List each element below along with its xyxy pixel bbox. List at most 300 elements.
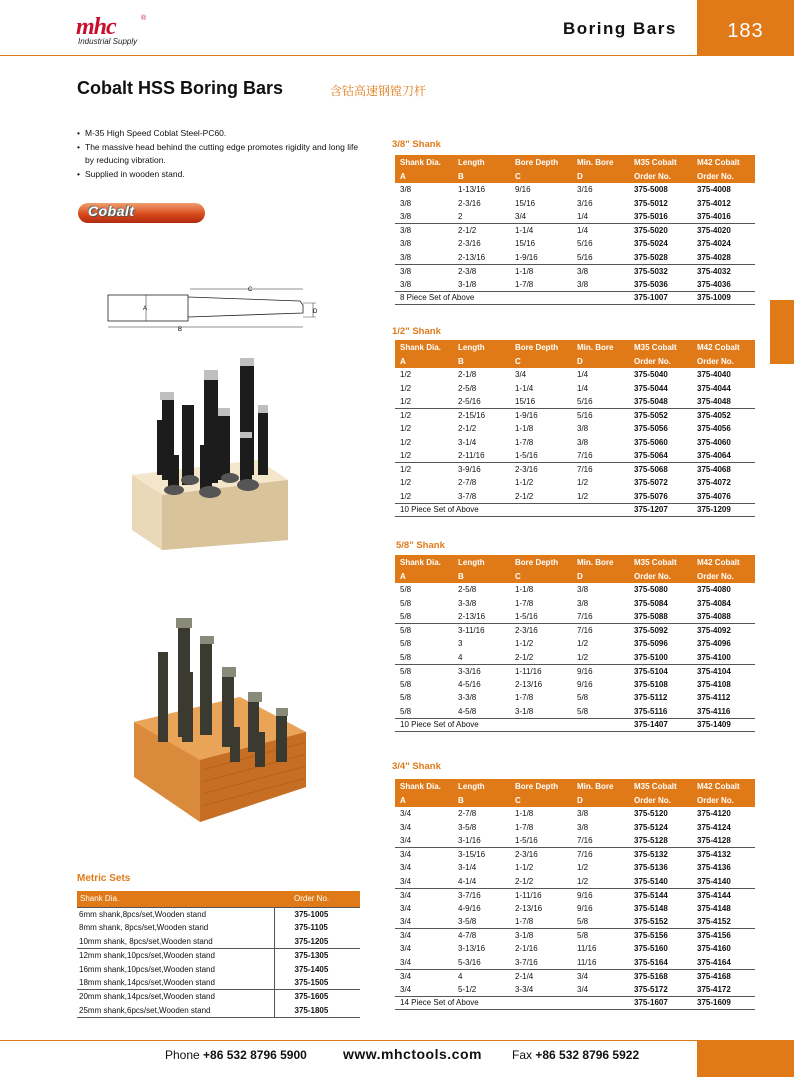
dimension-cell: 9/16 (577, 903, 593, 913)
table-row (395, 678, 755, 692)
dimension-cell: 15/16 (515, 397, 536, 406)
order-number-cell: 375-5124 (634, 822, 668, 832)
dimension-cell: 2-1/2 (515, 491, 534, 501)
order-number-cell: 375-5072 (634, 478, 668, 488)
order-number-cell: 375-4008 (697, 185, 731, 195)
section-title: Boring Bars (563, 19, 677, 38)
order-number-cell: 375-4124 (697, 822, 731, 832)
table-row (395, 983, 755, 997)
order-number-cell: 375-5068 (629, 463, 692, 477)
metric-order-number: 375-1105 (274, 921, 360, 935)
dimension-cell: 5/16 (577, 252, 593, 262)
dimension-cell: 3/4 (400, 984, 412, 994)
column-header: C (510, 169, 572, 183)
dimension-cell: 3/8 (577, 437, 589, 447)
metric-order-number: 375-1605 (274, 990, 360, 1004)
column-header: D (572, 569, 629, 583)
order-number-cell: 375-4096 (697, 639, 731, 649)
set-order-number: 375-1609 (692, 996, 755, 1010)
feature-item: • M-35 High Speed Coblat Steel-PC60. (77, 127, 367, 141)
dimension-cell: 3-3/8 (458, 693, 477, 703)
dimension-cell: 1-1/4 (510, 224, 572, 238)
order-number-cell: 375-4012 (697, 198, 731, 208)
table-row (395, 210, 755, 224)
metric-order-number: 375-1505 (274, 976, 360, 990)
diagram-label-c: C (248, 287, 253, 293)
dimension-cell: 2-3/16 (458, 198, 481, 208)
dimension-cell: 3/4 (515, 212, 527, 221)
order-number-cell: 375-4032 (692, 264, 755, 278)
order-number-cell: 375-5112 (634, 693, 668, 703)
column-header: B (453, 793, 510, 807)
dimension-cell: 3/4 (577, 984, 589, 994)
order-number-cell: 375-5028 (634, 252, 668, 262)
dimension-cell: 3-1/4 (458, 863, 477, 873)
order-number-cell: 375-5140 (634, 876, 668, 886)
table-row (395, 637, 755, 651)
order-number-cell: 375-5060 (634, 437, 668, 447)
metric-row (77, 1004, 360, 1018)
dimension-cell: 3-7/16 (453, 888, 510, 902)
order-number-cell: 375-5088 (634, 612, 668, 621)
dimension-cell: 2-13/16 (458, 252, 486, 262)
column-header: Shank Dia. (395, 155, 453, 169)
order-number-cell: 375-4076 (697, 491, 731, 501)
page-title-chinese: 含钴高速钢镗刀杆 (330, 84, 427, 98)
table-row (395, 651, 755, 665)
column-header: Bore Depth (510, 555, 572, 569)
set-order-number: 375-1007 (629, 291, 692, 305)
dimension-cell: 1-11/16 (510, 888, 572, 902)
table-row (395, 224, 755, 238)
dimension-cell: 3/8 (577, 598, 589, 608)
order-number-cell: 375-5108 (634, 679, 668, 689)
order-number-cell: 375-4148 (697, 903, 731, 913)
metric-description: 6mm shank,8pcs/set,Wooden stand (77, 907, 274, 921)
dimension-cell: 3/4 (400, 809, 412, 819)
metric-row (77, 976, 360, 990)
dimension-cell: 2-5/16 (458, 397, 481, 406)
shank-section-title: 1/2" Shank (392, 326, 441, 337)
order-number-cell: 375-4128 (697, 836, 731, 845)
dimension-cell: 11/16 (577, 957, 597, 967)
dimension-cell: 3/4 (395, 888, 453, 902)
column-header: Order No. (629, 793, 692, 807)
dimension-cell: 1-7/8 (515, 693, 534, 703)
order-number-cell: 375-5168 (629, 969, 692, 983)
dimension-cell: 5/8 (400, 706, 412, 716)
dimension-cell: 5-1/2 (458, 984, 477, 994)
table-header-row (395, 354, 755, 368)
dimension-cell: 1-5/16 (515, 451, 538, 460)
dimension-cell: 2-13/16 (515, 679, 543, 689)
table-row (395, 624, 755, 638)
order-number-cell: 375-4160 (697, 944, 731, 954)
dimension-cell: 1-1/8 (510, 264, 572, 278)
dimension-cell: 1/2 (577, 639, 589, 649)
dimension-cell: 1-5/16 (515, 836, 538, 845)
dimension-cell: 9/16 (572, 888, 629, 902)
dimension-cell: 4 (453, 969, 510, 983)
order-number-cell: 375-4080 (697, 585, 731, 595)
order-number-cell: 375-5032 (629, 264, 692, 278)
metric-row (77, 907, 360, 921)
metric-order-number: 375-1805 (274, 1004, 360, 1018)
table-row (395, 264, 755, 278)
order-number-cell: 375-4016 (697, 212, 731, 221)
order-number-cell: 375-4100 (697, 652, 731, 662)
dimension-cell: 2-1/16 (515, 944, 538, 954)
dimension-cell: 1-1/4 (515, 383, 534, 393)
set-order-number: 375-1607 (629, 996, 692, 1010)
dimension-cell: 4 (458, 652, 463, 662)
metric-description: 10mm shank, 8pcs/set,Wooden stand (79, 936, 213, 946)
order-number-cell: 375-5100 (634, 652, 668, 662)
set-order-number: 375-1009 (692, 291, 755, 305)
footer-accent-block (697, 1040, 794, 1077)
dimension-cell: 3-3/8 (458, 598, 477, 608)
table-row (395, 409, 755, 423)
dimension-cell: 5/8 (400, 639, 412, 649)
dimension-cell: 2-1/2 (515, 876, 534, 886)
dimension-cell: 1/2 (400, 397, 412, 406)
dimension-cell: 9/16 (515, 185, 531, 195)
dimension-cell: 1/4 (577, 370, 589, 380)
set-label: 10 Piece Set of Above (395, 718, 629, 732)
dimension-cell: 1/2 (400, 383, 412, 393)
table-header-row (395, 793, 755, 807)
order-number-cell: 375-5104 (629, 664, 692, 678)
table-row (395, 664, 755, 678)
dimension-cell: 2-3/16 (510, 624, 572, 638)
dimension-cell: 3-5/8 (458, 822, 477, 832)
table-row (395, 197, 755, 211)
footer-website[interactable]: www.mhctools.com (343, 1046, 482, 1062)
set-label: 8 Piece Set of Above (395, 291, 629, 305)
dimension-cell: 3/4 (515, 370, 527, 380)
dimension-cell: 5/8 (400, 585, 412, 595)
dimension-cell: 3/4 (395, 969, 453, 983)
order-number-cell: 375-4036 (697, 279, 731, 289)
set-row (395, 718, 755, 732)
dimension-cell: 2-3/16 (510, 848, 572, 862)
order-number-cell: 375-4088 (697, 612, 731, 621)
order-number-cell: 375-4144 (692, 888, 755, 902)
dimension-cell: 1/2 (400, 424, 412, 434)
order-number-cell: 375-4156 (692, 929, 755, 943)
order-number-cell: 375-4052 (692, 409, 755, 423)
dimension-cell: 1-1/8 (515, 585, 534, 595)
dimension-cell: 1-1/2 (515, 478, 534, 488)
shank-spec-table (395, 155, 755, 305)
set-order-number: 375-1207 (629, 503, 692, 517)
column-header: Bore Depth (510, 340, 572, 354)
page-number: 183 (697, 0, 794, 56)
column-header: Order No. (692, 354, 755, 368)
order-number-cell: 375-4024 (697, 239, 731, 249)
column-header: M42 Cobalt (692, 779, 755, 793)
dimension-cell: 1/2 (577, 491, 589, 501)
set-row (395, 291, 755, 305)
table-row (395, 821, 755, 835)
set-order-number: 375-1407 (629, 718, 692, 732)
order-number-cell: 375-4108 (697, 679, 731, 689)
order-number-cell: 375-4060 (697, 437, 731, 447)
dimension-cell: 1-7/8 (515, 437, 534, 447)
dimension-cell: 5/8 (572, 929, 629, 943)
column-header: Bore Depth (510, 155, 572, 169)
column-header: B (453, 169, 510, 183)
order-number-cell: 375-4064 (697, 451, 731, 460)
metric-description: 18mm shank,14pcs/set,Wooden stand (79, 978, 215, 988)
boring-bar-set-photo-2 (130, 612, 310, 822)
diagram-label-d: D (313, 309, 318, 315)
metric-order-number: 375-1205 (274, 935, 360, 949)
feature-list (77, 127, 367, 181)
dimension-cell: 2-11/16 (458, 451, 485, 460)
dimension-cell: 3-13/16 (458, 944, 486, 954)
table-row (395, 382, 755, 396)
dimension-cell: 3/8 (395, 264, 453, 278)
shank-section-title: 3/8" Shank (392, 139, 441, 150)
dimension-cell: 3/4 (395, 848, 453, 862)
dimension-cell: 3-1/8 (515, 706, 534, 716)
dimension-cell: 15/16 (515, 239, 536, 249)
shank-spec-table (395, 779, 755, 1010)
column-header: A (395, 793, 453, 807)
dimension-cell: 1/2 (577, 876, 589, 886)
fax-label: Fax (512, 1048, 533, 1062)
dimension-cell: 1/4 (577, 383, 589, 393)
table-row (395, 969, 755, 983)
dimension-cell: 4-9/16 (458, 903, 481, 913)
order-number-cell: 375-4152 (697, 917, 731, 926)
order-number-cell: 375-4056 (697, 424, 731, 434)
dimension-cell: 2 (458, 212, 463, 221)
dimension-cell: 1-7/8 (515, 598, 534, 608)
dimension-cell: 3/4 (400, 876, 412, 886)
metric-description: 20mm shank,14pcs/set,Wooden stand (77, 990, 274, 1004)
column-header: A (395, 169, 453, 183)
column-header: Order No. (629, 169, 692, 183)
order-number-cell: 375-5156 (629, 929, 692, 943)
metric-sets-title: Metric Sets (77, 873, 131, 884)
column-header: Order No. (629, 569, 692, 583)
dimension-cell: 1-1/2 (515, 639, 534, 649)
metric-row (77, 990, 360, 1004)
column-header: M35 Cobalt (629, 779, 692, 793)
dimension-cell: 3/4 (572, 969, 629, 983)
table-header-row (395, 555, 755, 569)
order-number-cell: 375-4136 (697, 863, 731, 873)
diagram-label-a: A (143, 306, 148, 312)
metric-description: 25mm shank,6pcs/set,Wooden stand (79, 1005, 211, 1015)
table-header-row (395, 155, 755, 169)
shank-spec-table (395, 555, 755, 732)
metric-sets-table (77, 891, 360, 1018)
table-row (395, 888, 755, 902)
order-number-cell: 375-5020 (629, 224, 692, 238)
brand-tagline: Industrial Supply (78, 37, 138, 46)
column-header: Min. Bore (572, 779, 629, 793)
dimension-cell: 5/8 (400, 679, 412, 689)
set-row (395, 996, 755, 1010)
order-number-cell: 375-5132 (629, 848, 692, 862)
table-row (395, 597, 755, 611)
column-header: C (510, 793, 572, 807)
column-header: Length (453, 555, 510, 569)
order-number-cell: 375-5084 (634, 598, 668, 608)
dimension-cell: 3/8 (400, 252, 412, 262)
table-row (395, 705, 755, 719)
dimension-cell: 2-5/8 (458, 383, 477, 393)
table-row (395, 368, 755, 382)
order-number-cell: 375-5076 (634, 491, 668, 501)
order-number-cell: 375-4040 (697, 370, 731, 380)
order-number-cell: 375-5152 (634, 917, 668, 926)
order-number-cell: 375-4116 (697, 706, 731, 716)
order-number-cell: 375-5148 (634, 903, 668, 913)
dimension-cell: 4-5/16 (458, 679, 481, 689)
column-header: Shank Dia. (395, 340, 453, 354)
phone-label: Phone (165, 1048, 200, 1062)
dimension-cell: 3/8 (577, 809, 589, 819)
table-row (395, 929, 755, 943)
order-number-cell: 375-5160 (634, 944, 668, 954)
dimension-cell: 7/16 (577, 836, 593, 845)
dimension-cell: 4-7/8 (453, 929, 510, 943)
column-header: D (572, 354, 629, 368)
table-row (395, 875, 755, 889)
dimension-cell: 7/16 (572, 624, 629, 638)
dimension-cell: 7/16 (572, 848, 629, 862)
dimension-cell: 7/16 (577, 451, 593, 460)
dimension-cell: 3-3/4 (515, 984, 534, 994)
dimension-cell: 5/8 (400, 693, 412, 703)
column-header: Order No. (629, 354, 692, 368)
dimension-cell: 3-3/16 (453, 664, 510, 678)
column-header: Min. Bore (572, 555, 629, 569)
order-number-cell: 375-5164 (634, 957, 668, 967)
table-row (395, 942, 755, 956)
dimension-cell: 1/2 (400, 478, 412, 488)
set-order-number: 375-1209 (692, 503, 755, 517)
dimension-cell: 3-11/16 (453, 624, 510, 638)
column-header: A (395, 569, 453, 583)
footer-phone (165, 1048, 307, 1062)
column-header: Length (453, 340, 510, 354)
dimension-cell: 2-1/8 (458, 370, 477, 380)
dimension-cell: 2-7/8 (458, 809, 477, 819)
column-header: B (453, 354, 510, 368)
order-number-cell: 375-5008 (634, 185, 668, 195)
order-number-cell: 375-5012 (634, 198, 668, 208)
column-header: Min. Bore (572, 340, 629, 354)
dimension-cell: 2-1/2 (453, 224, 510, 238)
table-row (395, 956, 755, 970)
dimension-cell: 3/4 (395, 929, 453, 943)
column-header: Bore Depth (510, 779, 572, 793)
dimension-cell: 2-1/2 (458, 424, 477, 434)
dimension-cell: 1-7/8 (515, 279, 534, 289)
dimension-cell: 5-3/16 (458, 957, 481, 967)
dimension-cell: 3/4 (400, 944, 412, 954)
order-number-cell: 375-5056 (634, 424, 668, 434)
dimension-cell: 3/4 (400, 903, 412, 913)
order-number-cell: 375-5120 (634, 809, 668, 819)
dimension-cell: 3/8 (577, 424, 589, 434)
dimension-cell: 3/8 (400, 185, 412, 195)
table-row (395, 583, 755, 597)
dimension-cell: 1/2 (395, 409, 453, 423)
column-header: M35 Cobalt (629, 155, 692, 169)
column-header: D (572, 169, 629, 183)
dimension-cell: 9/16 (572, 664, 629, 678)
dimension-cell: 7/16 (577, 612, 593, 621)
dimension-cell: 3/8 (577, 279, 589, 289)
table-row (395, 861, 755, 875)
cobalt-badge (78, 203, 205, 223)
dimension-cell: 3/16 (577, 185, 593, 195)
table-row (395, 436, 755, 450)
fax-number: +86 532 8796 5922 (535, 1048, 640, 1062)
metric-row (77, 962, 360, 976)
diagram-label-b: B (178, 327, 183, 333)
dimension-cell: 5/8 (577, 693, 589, 703)
order-number-cell: 375-4068 (692, 463, 755, 477)
dimension-cell: 3-1/8 (458, 279, 477, 289)
shank-section-title: 5/8" Shank (396, 540, 445, 551)
order-number-cell: 375-5144 (629, 888, 692, 902)
order-number-cell: 375-4104 (692, 664, 755, 678)
dimension-cell: 1/2 (400, 451, 412, 460)
dimension-cell: 3/4 (400, 822, 412, 832)
table-row (395, 834, 755, 848)
set-row (395, 503, 755, 517)
dimension-cell: 4-5/8 (458, 706, 477, 716)
order-number-cell: 375-4092 (692, 624, 755, 638)
dimension-cell: 3-9/16 (453, 463, 510, 477)
metric-col-order: Order No. (274, 891, 360, 907)
order-number-cell: 375-4120 (697, 809, 731, 819)
table-row (395, 902, 755, 916)
table-row (395, 476, 755, 490)
metric-order-number: 375-1005 (274, 907, 360, 921)
table-row (395, 848, 755, 862)
dimension-cell: 5/16 (572, 409, 629, 423)
set-label: 14 Piece Set of Above (395, 996, 629, 1010)
order-number-cell: 375-5040 (634, 370, 668, 380)
order-number-cell: 375-5036 (634, 279, 668, 289)
metric-order-number: 375-1305 (274, 948, 360, 962)
set-order-number: 375-1409 (692, 718, 755, 732)
table-row (395, 490, 755, 504)
dimension-cell: 7/16 (572, 463, 629, 477)
table-row (395, 278, 755, 292)
order-number-cell: 375-4020 (692, 224, 755, 238)
dimension-cell: 5/8 (395, 664, 453, 678)
header-rule (0, 55, 697, 56)
dimension-cell: 2-3/16 (510, 463, 572, 477)
dimension-cell: 3-7/8 (458, 491, 477, 501)
dimension-cell: 1-5/16 (515, 612, 538, 621)
dimension-cell: 1-1/8 (515, 424, 534, 434)
dimension-cell: 5/16 (577, 239, 593, 249)
metric-description: 8mm shank, 8pcs/set,Wooden stand (79, 923, 209, 933)
dimension-cell: 3/4 (400, 863, 412, 873)
dimension-cell: 2-1/4 (510, 969, 572, 983)
order-number-cell: 375-4112 (697, 693, 731, 703)
